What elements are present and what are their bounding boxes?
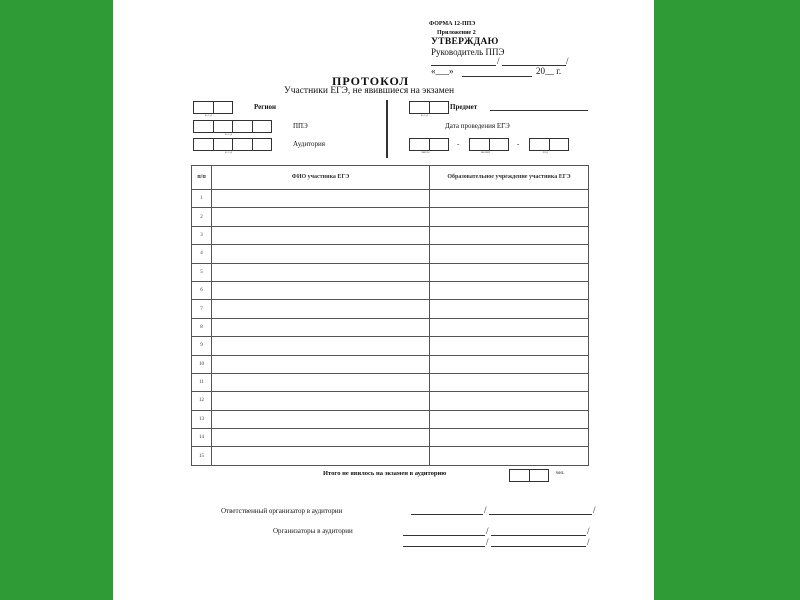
approve-slash-end: / (566, 56, 569, 66)
protocol-subtitle: Участники ЕГЭ, не явившиеся на экзамен (284, 86, 455, 96)
approve-month-line[interactable] (462, 76, 532, 77)
school-cell[interactable] (430, 263, 589, 281)
row-number: 13 (192, 410, 212, 428)
organizer-2-name[interactable] (491, 546, 586, 547)
row-number: 4 (192, 245, 212, 263)
organizer-2-slash: / (486, 537, 489, 547)
school-cell[interactable] (430, 410, 589, 428)
school-cell[interactable] (430, 300, 589, 318)
approve-title: УТВЕРЖДАЮ (431, 37, 499, 47)
participant-name-cell[interactable] (212, 410, 430, 428)
responsible-organizer-slash-end: / (593, 505, 596, 515)
organizers-label: Организаторы в аудитории (273, 527, 353, 535)
date-separator-2: - (517, 140, 520, 148)
school-cell[interactable] (430, 208, 589, 226)
participant-name-cell[interactable] (212, 263, 430, 281)
organizer-1-slash: / (486, 526, 489, 536)
responsible-organizer-name[interactable] (489, 514, 592, 515)
table-row (192, 245, 589, 263)
school-cell[interactable] (430, 226, 589, 244)
table-row (192, 410, 589, 428)
column-header-number: п/п (192, 166, 212, 190)
auditorium-code-box[interactable] (193, 138, 272, 151)
responsible-organizer-signature[interactable] (411, 514, 483, 515)
subject-code-caption: к о д (421, 113, 428, 117)
region-code-caption: к о д (205, 113, 212, 117)
row-number: 8 (192, 318, 212, 336)
table-row (192, 281, 589, 299)
school-cell[interactable] (430, 355, 589, 373)
school-cell[interactable] (430, 318, 589, 336)
participant-name-cell[interactable] (212, 245, 430, 263)
column-header-school: Образовательное учреждение участника ЕГЭ (430, 166, 589, 190)
responsible-organizer-label: Ответственный организатор в аудитории (221, 507, 343, 515)
school-cell[interactable] (430, 447, 589, 465)
subject-code-box[interactable] (409, 101, 449, 114)
participants-table (191, 165, 589, 466)
appendix-label: Приложение 2 (437, 30, 476, 36)
school-cell[interactable] (430, 337, 589, 355)
subject-label: Предмет (450, 103, 478, 111)
table-header-row (192, 166, 589, 190)
participant-name-cell[interactable] (212, 373, 430, 391)
row-number: 11 (192, 373, 212, 391)
protocol-title: ПРОТОКОЛ (332, 74, 410, 88)
table-row (192, 318, 589, 336)
participant-name-cell[interactable] (212, 318, 430, 336)
school-cell[interactable] (430, 281, 589, 299)
participant-name-cell[interactable] (212, 208, 430, 226)
row-number: 6 (192, 281, 212, 299)
organizer-1-name[interactable] (491, 535, 586, 536)
ppe-code-box[interactable] (193, 120, 272, 133)
participant-name-cell[interactable] (212, 392, 430, 410)
table-row (192, 208, 589, 226)
school-cell[interactable] (430, 392, 589, 410)
total-absent-label: Итого не явилось на экзамен в аудиторию (323, 470, 447, 477)
table-row (192, 447, 589, 465)
subject-name-line[interactable] (490, 110, 588, 111)
table-row (192, 429, 589, 447)
day-caption: число (421, 150, 430, 154)
row-number: 9 (192, 337, 212, 355)
school-cell[interactable] (430, 429, 589, 447)
approve-year[interactable]: 20__ г. (536, 66, 562, 76)
participant-name-cell[interactable] (212, 226, 430, 244)
column-header-name: ФИО участника ЕГЭ (212, 166, 430, 190)
row-number: 5 (192, 263, 212, 281)
table-row (192, 226, 589, 244)
table-row (192, 337, 589, 355)
participant-name-cell[interactable] (212, 355, 430, 373)
approve-slash: / (497, 56, 500, 66)
organizer-2-slash-end: / (587, 537, 590, 547)
row-number: 3 (192, 226, 212, 244)
total-unit: чел. (556, 471, 565, 476)
table-row (192, 373, 589, 391)
row-number: 12 (192, 392, 212, 410)
total-absent-box[interactable] (509, 469, 549, 482)
table-row (192, 355, 589, 373)
participant-name-cell[interactable] (212, 447, 430, 465)
participant-name-cell[interactable] (212, 429, 430, 447)
ppe-label: ППЭ (293, 122, 308, 130)
row-number: 15 (192, 447, 212, 465)
responsible-organizer-slash: / (484, 505, 487, 515)
participant-name-cell[interactable] (212, 281, 430, 299)
school-cell[interactable] (430, 373, 589, 391)
date-separator: - (457, 140, 460, 148)
year-caption: год (543, 150, 548, 154)
table-row (192, 190, 589, 208)
approve-role: Руководитель ППЭ (431, 47, 505, 57)
row-number: 14 (192, 429, 212, 447)
school-cell[interactable] (430, 245, 589, 263)
region-code-box[interactable] (193, 101, 233, 114)
approve-day[interactable]: «___» (431, 66, 454, 76)
participant-name-cell[interactable] (212, 337, 430, 355)
auditorium-label: Аудитория (293, 140, 326, 148)
section-divider (386, 100, 388, 158)
form-code: ФОРМА 12-ППЭ (429, 21, 476, 27)
table-row (192, 392, 589, 410)
exam-year-box[interactable] (529, 138, 569, 151)
participant-name-cell[interactable] (212, 190, 430, 208)
exam-date-label: Дата проведения ЕГЭ (445, 122, 510, 130)
row-number: 2 (192, 208, 212, 226)
school-cell[interactable] (430, 190, 589, 208)
organizer-1-signature[interactable] (403, 535, 485, 536)
participant-name-cell[interactable] (212, 300, 430, 318)
row-number: 7 (192, 300, 212, 318)
organizer-1-slash-end: / (587, 526, 590, 536)
organizer-2-signature[interactable] (403, 546, 485, 547)
month-caption: месяц (481, 150, 490, 154)
ppe-code-caption: к о д (225, 132, 232, 136)
auditorium-code-caption: к о д (225, 150, 232, 154)
table-row (192, 263, 589, 281)
region-label: Регион (254, 103, 277, 111)
row-number: 10 (192, 355, 212, 373)
row-number: 1 (192, 190, 212, 208)
table-row (192, 300, 589, 318)
